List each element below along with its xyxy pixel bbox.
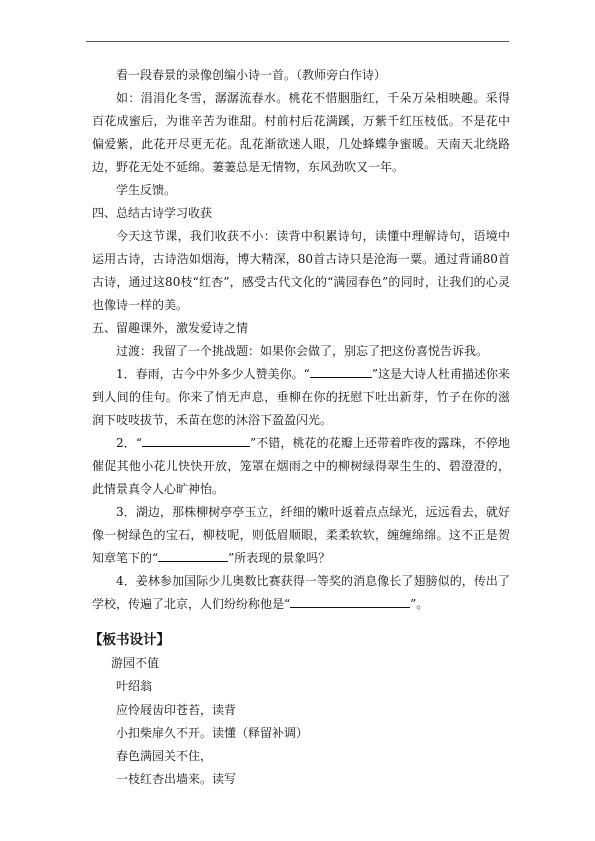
question-1-text-after: ”这是大诗人杜甫描述你来到人间的佳句。你来了悄无声息，垂柳在你的抚慰下吐出新芽，竹子在你的滋润下吱吱拔节，禾苗在您的沐浴下盈盈闪光。 bbox=[92, 367, 510, 427]
question-4-blank[interactable] bbox=[290, 595, 410, 608]
question-3-text-after: ”所表现的景象吗？ bbox=[228, 551, 331, 565]
question-2-text-before: 2．“ bbox=[116, 436, 142, 450]
question-4 bbox=[92, 570, 510, 616]
board-design bbox=[111, 652, 501, 792]
board-poem-author: 叶绍翁 bbox=[116, 679, 153, 694]
question-4-text-before: 4．姜林参加国际少儿奥数比赛获得一等奖的消息像长了翅膀似的，传出了学校，传遍了北京，人们纷纷称他是“ bbox=[92, 574, 510, 611]
transition-paragraph: 过渡：我留了一个挑战题：如果你会做了，别忘了把这份喜悦告诉我。 bbox=[116, 344, 489, 358]
sample-poem-paragraph: 如：涓涓化冬雪，潺潺流春水。桃花不惜胭脂红，千朵万朵相映趣。采得百花成蜜后，为谁辛苦为谁甜。村前村后花满蹊，万紫千红压枝低。不是花中偏爱紫，此花开尽更无花。乱花渐欲迷人眼，几处蜂蝶争蜜暖。天南天北绕路边，野花无处不延绵。萋萋总是无情物，东风劲吹又一年。 bbox=[92, 91, 510, 174]
section-heading-5: 五、留趣课外，激发爱诗之情 bbox=[92, 321, 249, 335]
question-1 bbox=[92, 363, 510, 432]
section-heading-4: 四、总结古诗学习收获 bbox=[92, 206, 213, 220]
document-body bbox=[92, 64, 510, 616]
board-poem-line-2: 小扣柴扉久不开。读懂（释留补调） bbox=[116, 725, 309, 740]
question-3-blank[interactable] bbox=[158, 549, 228, 562]
question-4-text-after: ”。 bbox=[410, 597, 429, 611]
question-2 bbox=[92, 432, 510, 501]
board-poem-line-4: 一枝红杏出墙来。读写 bbox=[116, 772, 237, 787]
header-rule bbox=[86, 41, 509, 42]
question-3-text-before: 3．湖边，那株柳树亭亭玉立，纤细的嫩叶返着点点绿光，远远看去，就好像一树绿色的宝石，柳枝呢，则低眉顺眼，柔柔软软，缠缠绵绵。这不正是贺知章笔下的“ bbox=[92, 505, 510, 565]
summary-paragraph: 今天这节课，我们收获不小：读背中积累诗句，读懂中理解诗句，语境中运用古诗，古诗浩如烟海，博大精深，80首古诗只是沧海一粟。通过背诵80首古诗，通过这80枝“红杏”，感受古代文化的“满园春色”的同时，让我们的心灵也像诗一样的美。 bbox=[92, 229, 510, 312]
board-design-heading: 【板书设计】 bbox=[89, 632, 170, 648]
board-poem-line-3: 春色满园关不住， bbox=[116, 749, 213, 764]
question-1-text-before: 1．春雨，古今中外多少人赞美你。“ bbox=[116, 367, 310, 381]
board-poem-line-1: 应怜屐齿印苍苔，读背 bbox=[116, 702, 237, 717]
student-feedback: 学生反馈。 bbox=[116, 183, 177, 197]
intro-paragraph: 看一段春景的录像创编小诗一首。（教师旁白作诗） bbox=[116, 68, 387, 82]
question-2-text-after: ”不错，桃花的花瓣上还带着昨夜的露珠，不停地催促其他小花儿快快开放，笼罩在烟雨之中的柳树绿得翠生生的、碧澄澄的，此情景真令人心旷神怡。 bbox=[92, 436, 510, 496]
question-3 bbox=[92, 501, 510, 570]
question-2-blank[interactable] bbox=[142, 434, 250, 447]
board-poem-title: 游园不值 bbox=[111, 656, 160, 670]
question-1-blank[interactable] bbox=[310, 365, 372, 378]
